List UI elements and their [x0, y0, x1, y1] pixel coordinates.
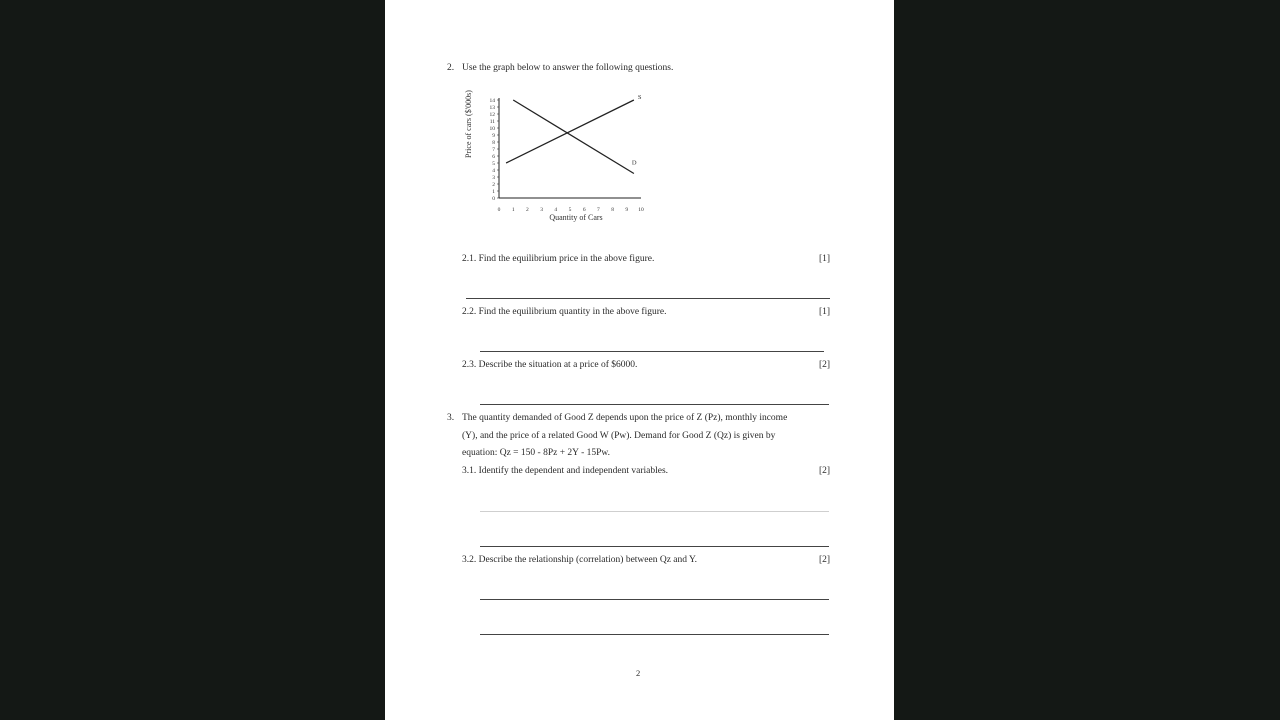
- x-tick-label: 6: [582, 207, 586, 213]
- answer-line: [466, 298, 830, 299]
- q2-3-marks: [2]: [819, 360, 831, 370]
- demand-curve: [513, 100, 634, 174]
- x-tick-label: 9: [625, 207, 629, 213]
- y-tick-labels: [490, 98, 500, 202]
- q3-2-text: 3.2. Describe the relationship (correlation) between Qz and Y.: [462, 555, 698, 565]
- y-tick-label: 13: [489, 105, 495, 111]
- y-tick-label: 7: [492, 147, 495, 153]
- y-tick-label: 12: [489, 112, 495, 118]
- q3-1-marks: [2]: [819, 466, 831, 476]
- q3-line-1: The quantity demanded of Good Z depends upon the price of Z (Pz), monthly income: [462, 413, 788, 423]
- page-number: 2: [636, 668, 641, 678]
- x-tick-label: 7: [597, 207, 600, 213]
- q2-1-marks: [1]: [819, 254, 831, 264]
- x-tick-label: 2: [526, 207, 529, 213]
- answer-line: [480, 546, 829, 547]
- supply-curve: [506, 100, 634, 163]
- y-tick-label: 3: [492, 175, 495, 181]
- x-tick-label: 5: [568, 207, 572, 213]
- x-tick-label: 4: [554, 207, 558, 213]
- answer-line: [480, 511, 829, 512]
- answer-line: [480, 404, 829, 405]
- q2-number: 2.: [447, 63, 455, 73]
- y-tick-label: 14: [489, 98, 495, 104]
- answer-line: [480, 351, 824, 352]
- y-tick-label: 0: [492, 196, 495, 202]
- y-tick-label: 1: [492, 189, 495, 195]
- x-tick-label: 1: [511, 207, 515, 213]
- answer-line: [480, 599, 829, 600]
- y-tick-label: 5: [492, 161, 495, 167]
- q2-prompt: Use the graph below to answer the following questions.: [462, 63, 674, 73]
- supply-label: S: [637, 94, 642, 101]
- y-tick-label: 8: [492, 140, 495, 146]
- y-tick-label: 6: [492, 154, 495, 160]
- x-tick-label: 0: [497, 207, 501, 213]
- x-axis-label: Quantity of Cars: [549, 213, 603, 222]
- x-tick-label: 8: [611, 207, 614, 213]
- answer-line: [480, 634, 829, 635]
- q2-2-marks: [1]: [819, 307, 831, 317]
- q3-1-text: 3.1. Identify the dependent and independent variables.: [462, 466, 669, 476]
- q2-2-text: 2.2. Find the equilibrium quantity in the above figure.: [462, 307, 667, 317]
- q3-line-3: equation: Qz = 150 - 8Pz + 2Y - 15Pw.: [462, 448, 611, 458]
- y-tick-label: 4: [492, 168, 495, 174]
- supply-demand-graph: [462, 78, 652, 226]
- y-tick-label: 11: [489, 119, 495, 125]
- x-tick-label: 10: [638, 207, 644, 213]
- y-tick-label: 9: [492, 133, 495, 139]
- demand-label: D: [631, 159, 637, 167]
- x-tick-label: 3: [540, 207, 543, 213]
- y-axis-label: Price of cars ($'000s): [464, 90, 473, 158]
- q3-2-marks: [2]: [819, 555, 831, 565]
- y-tick-label: 10: [489, 126, 495, 132]
- q3-line-2: (Y), and the price of a related Good W (Pw). Demand for Good Z (Qz) is given by: [462, 431, 776, 441]
- q2-1-text: 2.1. Find the equilibrium price in the above figure.: [462, 254, 655, 264]
- q2-3-text: 2.3. Describe the situation at a price of $6000.: [462, 360, 638, 370]
- q3-number: 3.: [447, 413, 455, 423]
- y-tick-label: 2: [492, 182, 495, 188]
